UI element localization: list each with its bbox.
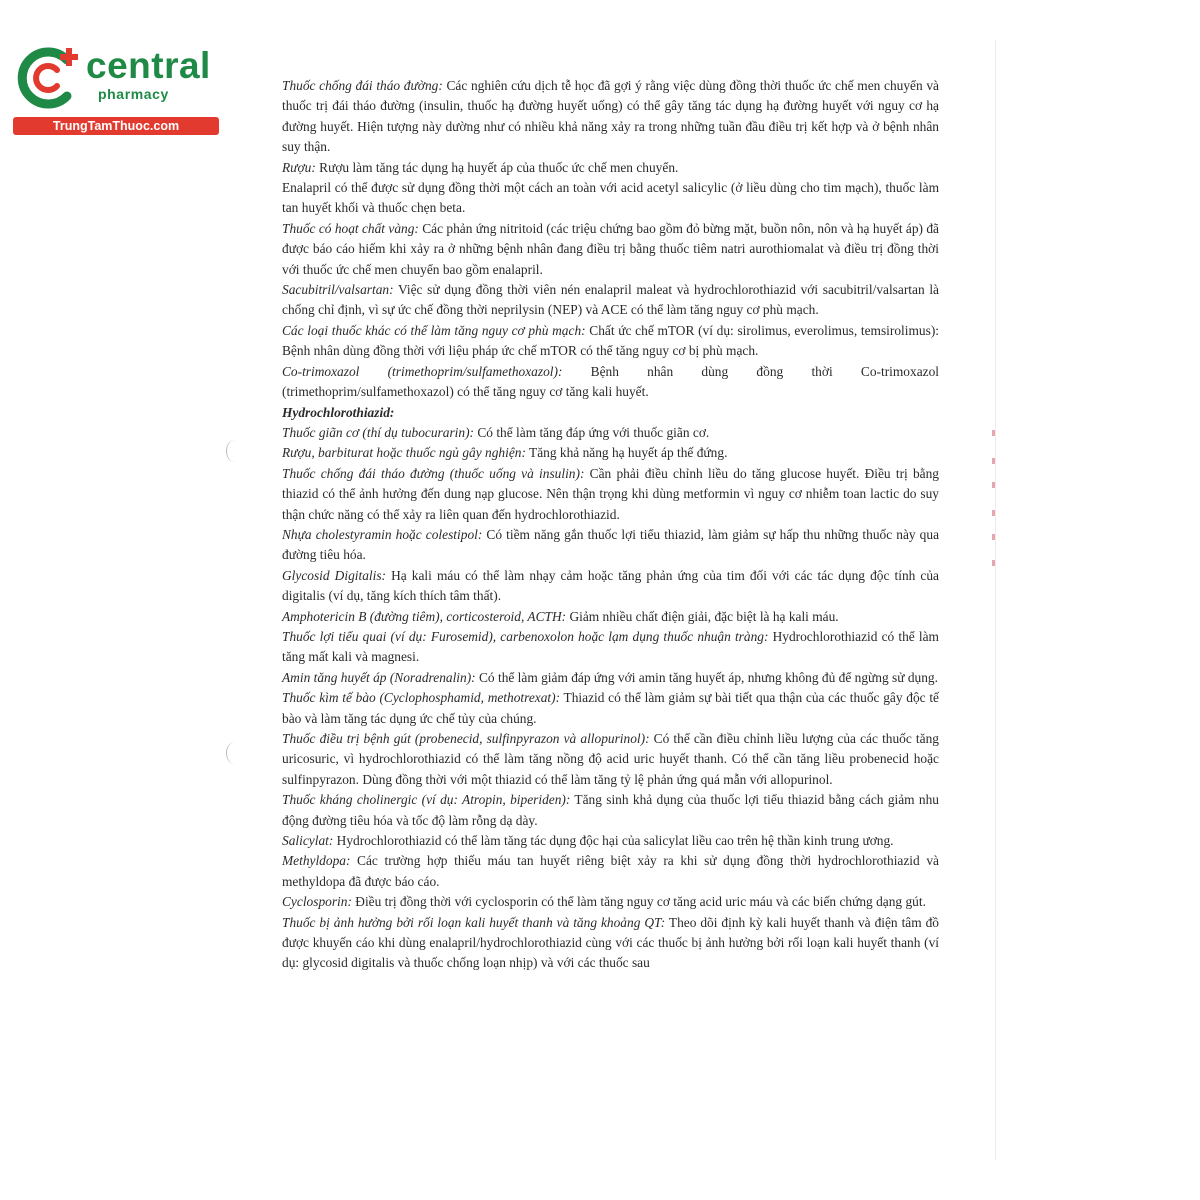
punch-hole-mark xyxy=(226,440,243,462)
paragraph-lead: Sacubitril/valsartan: xyxy=(282,282,394,298)
paragraph xyxy=(282,219,939,280)
paragraph-text: Có tiềm năng gắn thuốc lợi tiểu thiazid, làm giảm sự hấp thu những thuốc này qua đường tiêu hóa. xyxy=(282,526,940,563)
paragraph-lead: Rượu, barbiturat hoặc thuốc ngủ gây nghiện: xyxy=(282,445,526,461)
paragraph-text: Các trường hợp thiếu máu tan huyết riêng biệt xảy ra khi sử dụng đồng thời hydrochlorothiazid và methyldopa đã được báo cáo. xyxy=(282,853,939,889)
paragraph-text: Có thể cần điều chỉnh liều lượng của các thuốc tăng uricosuric, vì hydrochlorothiazid có thể làm tăng nồng độ acid uric huyết thanh. Có thể cần tăng liều probenecid hoặc sulfinpyrazon. Dùng đồng thời với một thiazid có thể làm tăng tỷ lệ phản ứng quá mẫn với allopurinol. xyxy=(282,731,939,787)
paragraph xyxy=(282,280,939,321)
paragraph-text: Enalapril có thể được sử dụng đồng thời một cách an toàn với acid acetyl salicylic (ở liều dùng cho tim mạch), thuốc làm tan huyết khối và thuốc chẹn beta. xyxy=(282,180,939,216)
punch-hole-mark xyxy=(226,742,243,764)
paragraph-lead: Co-trimoxazol (trimethoprim/sulfamethoxazol): xyxy=(282,363,563,379)
paragraph-text: Các nghiên cứu dịch tễ học đã gợi ý rằng việc dùng đồng thời thuốc ức chế men chuyển và thuốc trị đái tháo đường (insulin, thuốc hạ đường huyết uống) có thể gây tăng tác dụng hạ đường huyết với nguy cơ hạ đường huyết. Hiện tượng này dường như có nhiều khả năng xảy ra trong những tuần đầu điều trị kết hợp và ở bệnh nhân suy thận. xyxy=(282,78,939,155)
paragraph-lead: Thuốc điều trị bệnh gút (probenecid, sulfinpyrazon và allopurinol): xyxy=(282,731,650,746)
paragraph-text: Thiazid có thể làm giảm sự bài tiết qua thận của các thuốc gây độc tế bào và làm tăng tác dụng ức chế tủy của chúng. xyxy=(282,690,939,726)
paragraph-lead: Thuốc bị ảnh hưởng bởi rối loạn kali huyết thanh và tăng khoảng QT: xyxy=(282,914,666,930)
paragraph-lead: Thuốc có hoạt chất vàng: xyxy=(282,220,419,236)
paragraph xyxy=(282,76,939,158)
document-body xyxy=(282,76,939,974)
paragraph-text: Hạ kali máu có thể làm nhạy cảm hoặc tăng phản ứng của tim đối với các tác dụng độc tính của digitalis (ví dụ, tăng kích thích tâm thất). xyxy=(282,567,939,604)
paragraph-lead: Amin tăng huyết áp (Noradrenalin): xyxy=(282,669,476,685)
paragraph xyxy=(282,607,939,627)
paragraph-text: Hydrochlorothiazid có thể làm tăng tác dụng độc hại của salicylat liều cao trên hệ thần kinh trung ương. xyxy=(333,833,894,849)
paragraph-lead: Rượu: xyxy=(282,159,316,175)
paragraph-lead: Thuốc chống đái tháo đường: xyxy=(282,78,443,93)
stamp-edge-marks xyxy=(990,430,998,580)
paragraph-text: Tăng khả năng hạ huyết áp thế đứng. xyxy=(525,445,728,461)
paragraph xyxy=(282,668,939,688)
paragraph xyxy=(282,729,939,790)
paragraph-lead: Thuốc lợi tiểu quai (ví dụ: Furosemid), carbenoxolon hoặc lạm dụng thuốc nhuận tràng: xyxy=(282,628,769,644)
brand-url-badge[interactable]: TrungTamThuoc.com xyxy=(13,117,219,135)
paragraph xyxy=(282,790,939,831)
paragraph-text: Tăng sinh khả dụng của thuốc lợi tiểu thiazid bằng cách giảm nhu động đường tiêu hóa và tốc độ làm rỗng dạ dày. xyxy=(282,792,939,828)
paragraph-lead: Glycosid Digitalis: xyxy=(282,567,387,583)
paragraph-text: Điều trị đồng thời với cyclosporin có thể làm tăng nguy cơ tăng acid uric máu và các biến chứng dạng gút. xyxy=(351,894,926,910)
paragraph xyxy=(282,566,939,607)
paragraph-lead: Amphotericin B (đường tiêm), corticosteroid, ACTH: xyxy=(282,608,567,624)
paragraph-text: Giảm nhiều chất điện giải, đặc biệt là hạ kali máu. xyxy=(566,608,839,624)
paragraph-lead: Thuốc giãn cơ (thí dụ tubocurarin): xyxy=(282,424,474,440)
paragraph xyxy=(282,688,939,729)
paragraph-lead: Thuốc chống đái tháo đường (thuốc uống và insulin): xyxy=(282,465,585,481)
paragraph-lead: Salicylat: xyxy=(282,833,334,849)
paragraph xyxy=(282,464,939,525)
paragraph-text: Chất ức chế mTOR (ví dụ: sirolimus, everolimus, temsirolimus): Bệnh nhân dùng đồng thời với liệu pháp ức chế mTOR có thể tăng nguy cơ bị phù mạch. xyxy=(282,322,940,359)
brand-logo xyxy=(10,38,220,138)
paragraph-lead: Thuốc kìm tế bào (Cyclophosphamid, methotrexat): xyxy=(282,690,561,706)
c-with-plus-icon xyxy=(10,38,90,118)
paragraph xyxy=(282,362,939,403)
paragraph-lead: Nhựa cholestyramin hoặc colestipol: xyxy=(282,526,483,542)
paragraph xyxy=(282,178,939,219)
paragraph xyxy=(282,321,939,362)
section-heading: Hydrochlorothiazid: xyxy=(282,404,395,420)
paragraph-text: Cần phải điều chỉnh liều do tăng glucose huyết. Điều trị bằng thiazid có thể ảnh hưởng đến dung nạp glucose. Nên thận trọng khi dùng metformin vì nguy cơ nhiễm toan lactic do suy thận chức năng có thể xảy ra liên quan đến hydrochlorothiazid. xyxy=(282,465,939,522)
paragraph-text: Bệnh nhân dùng đồng thời Co-trimoxazol (trimethoprim/sulfamethoxazol) có thể tăng nguy cơ tăng kali huyết. xyxy=(282,363,939,400)
paragraph xyxy=(282,831,939,851)
paragraph xyxy=(282,158,939,178)
paragraph-text: Các phản ứng nitritoid (các triệu chứng bao gồm đỏ bừng mặt, buồn nôn, nôn và hạ huyết áp) đã được báo cáo hiếm khi xảy ra ở những bệnh nhân đang điều trị bằng thuốc tiêm natri aurothiomalat và điều trị đồng thời với thuốc ức chế men chuyển bao gồm enalapril. xyxy=(282,220,940,277)
paragraph xyxy=(282,443,939,463)
paragraph-lead: Thuốc kháng cholinergic (ví dụ: Atropin, biperiden): xyxy=(282,792,571,808)
page-edge-line xyxy=(995,40,996,1160)
paragraph-lead: Methyldopa: xyxy=(282,853,351,869)
paragraph xyxy=(282,892,939,912)
paragraph-text: Hydrochlorothiazid có thể làm tăng mất kali và magnesi. xyxy=(282,628,939,665)
paragraph xyxy=(282,851,939,892)
paragraph-lead: Các loại thuốc khác có thể làm tăng nguy cơ phù mạch: xyxy=(282,322,586,338)
paragraph-text: Việc sử dụng đồng thời viên nén enalapril maleat và hydrochlorothiazid với sacubitril/valsartan là chống chỉ định, vì sự ức chế đồng thời neprilysin (NEP) và ACE có thể làm tăng nguy cơ phù mạch. xyxy=(282,282,939,318)
brand-subtitle: pharmacy xyxy=(98,86,169,102)
paragraph xyxy=(282,525,939,566)
paragraph-text: Có thể làm giảm đáp ứng với amin tăng huyết áp, nhưng không đủ để ngừng sử dụng. xyxy=(475,669,938,685)
paragraph xyxy=(282,627,939,668)
paragraph-text: Có thể làm tăng đáp ứng với thuốc giãn cơ. xyxy=(474,424,710,440)
paragraph xyxy=(282,913,939,974)
paragraph-text: Rượu làm tăng tác dụng hạ huyết áp của thuốc ức chế men chuyển. xyxy=(315,159,679,175)
paragraph-lead: Cyclosporin: xyxy=(282,894,352,910)
paragraph xyxy=(282,423,939,443)
paragraph-text: Theo dõi định kỳ kali huyết thanh và điện tâm đồ được khuyến cáo khi dùng enalapril/hydrochlorothiazid cùng với các thuốc bị ảnh hưởng bởi rối loạn kali huyết thanh (ví dụ: glycosid digitalis và thuốc chống loạn nhịp) và với các thuốc sau xyxy=(282,914,939,971)
brand-name: central xyxy=(86,45,211,86)
